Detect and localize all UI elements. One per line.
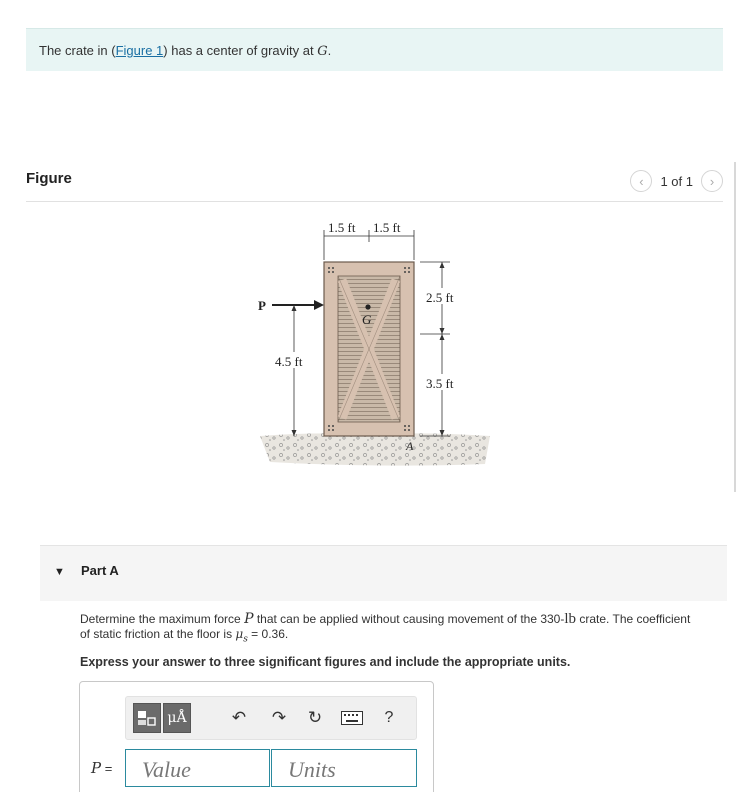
units-symbols-button[interactable]: μÅ	[163, 703, 191, 733]
value-input[interactable]	[125, 749, 270, 787]
gravity-point	[365, 304, 370, 309]
help-button[interactable]: ?	[384, 709, 394, 726]
templates-button[interactable]	[133, 703, 161, 733]
reset-button[interactable]	[302, 703, 328, 733]
part-a-header[interactable]	[40, 545, 727, 601]
answer-instruction: Express your answer to three significant figures and include the appropriate units.	[80, 655, 571, 669]
undo-button[interactable]	[226, 703, 252, 733]
previous-figure-button[interactable]	[630, 170, 652, 192]
keyboard-button[interactable]	[338, 703, 366, 733]
force-label: P	[258, 298, 266, 313]
dimension-force-height: 4.5 ft	[275, 354, 303, 369]
part-title: Part A	[81, 563, 119, 578]
panel-divider	[734, 162, 736, 492]
dimension-right-width: 1.5 ft	[373, 220, 401, 235]
gravity-label: G	[362, 312, 372, 327]
redo-icon: ↷	[271, 708, 287, 727]
chevron-right-icon: ›	[709, 173, 715, 189]
figure-pager	[630, 170, 723, 192]
units-input[interactable]	[271, 749, 417, 787]
dimension-lower-height: 3.5 ft	[426, 376, 454, 391]
question-text: Determine the maximum force P that can be applied without causing movement of the 330-lb crate. The coefficient of static friction at the floor is $\mu_s = 0.36$.	[80, 611, 691, 645]
keyboard-icon	[341, 711, 363, 725]
caret-down-icon: ▼	[54, 566, 65, 578]
figure-link[interactable]: Figure 1	[115, 43, 164, 58]
crate	[324, 262, 414, 436]
figure-title: Figure	[26, 170, 72, 187]
dimension-upper-height: 2.5 ft	[426, 290, 454, 305]
math-toolbar	[125, 696, 417, 740]
answer-box	[79, 681, 434, 792]
problem-intro: The crate in (Figure 1) has a center of gravity at G.	[26, 28, 723, 71]
redo-button[interactable]	[266, 703, 292, 733]
answer-label: P =	[91, 759, 113, 777]
corner-label: A	[406, 439, 414, 453]
next-figure-button[interactable]	[701, 170, 723, 192]
figure-header	[26, 168, 723, 202]
ground	[260, 433, 490, 465]
chevron-left-icon: ‹	[639, 173, 644, 189]
undo-icon: ↶	[231, 708, 247, 727]
crate-figure	[250, 212, 510, 472]
refresh-icon: ↻	[307, 708, 323, 727]
dimension-left-width: 1.5 ft	[328, 220, 356, 235]
figure-count: 1 of 1	[660, 173, 693, 189]
fraction-template-icon	[137, 709, 157, 727]
